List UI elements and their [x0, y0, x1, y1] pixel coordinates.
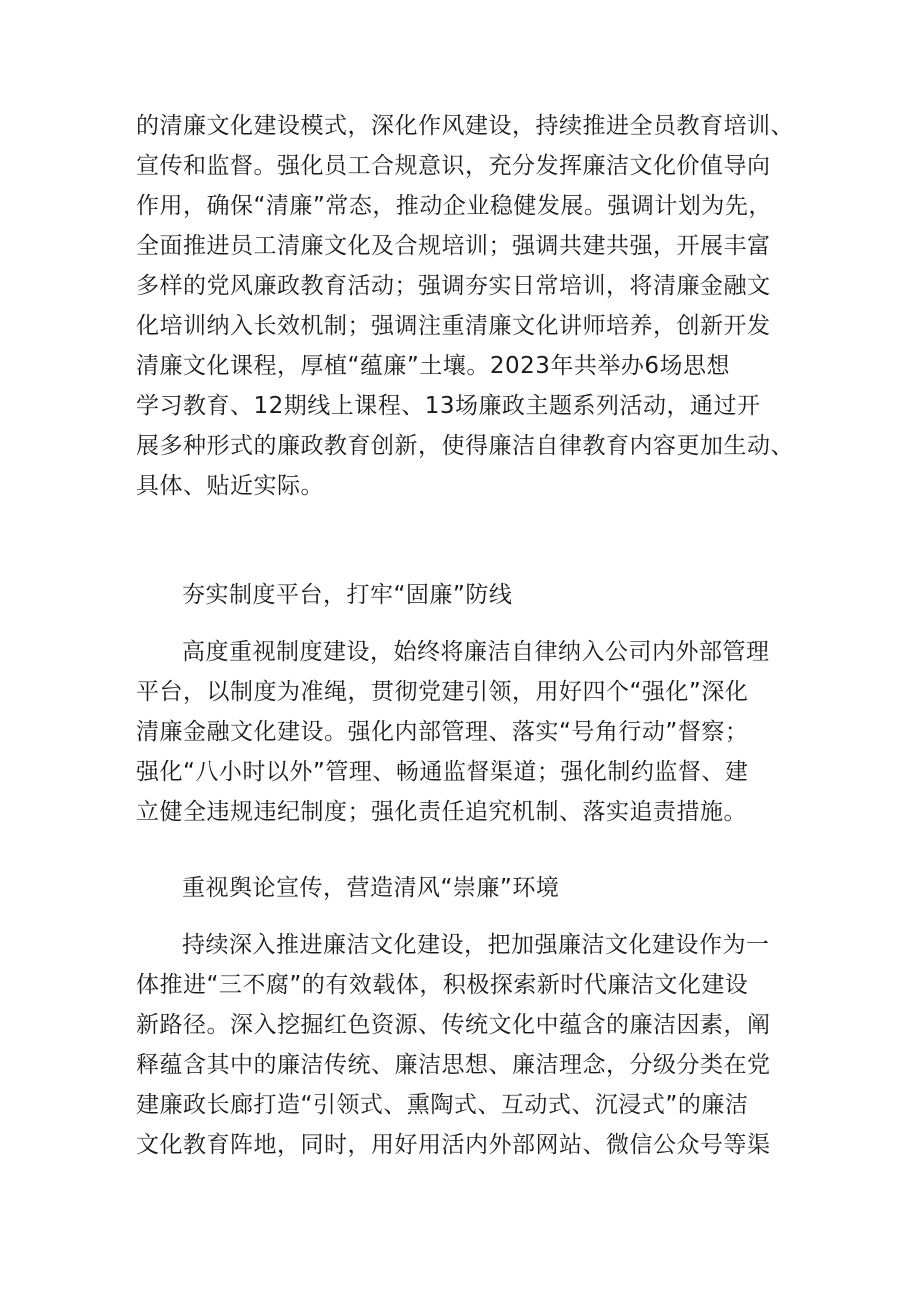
text-line: 学习教育、12期线上课程、13场廉政主题系列活动，通过开	[136, 393, 761, 419]
paragraph-3	[136, 925, 796, 1165]
text-line: 立健全违规违纪制度；强化责任追究机制、落实追责措施。	[136, 799, 747, 825]
section-heading: 重视舆论宣传，营造清风“崇廉”环境	[182, 875, 560, 901]
section-heading-2	[136, 868, 796, 908]
text-line: 释蕴含其中的廉洁传统、廉洁思想、廉洁理念，分级分类在党	[136, 1052, 771, 1078]
text-line: 全面推进员工清廉文化及合规培训；强调共建共强，开展丰富	[136, 233, 771, 259]
text-line: 强化“八小时以外”管理、畅通监督渠道；强化制约监督、建	[136, 759, 749, 785]
text-line: 持续深入推进廉洁文化建设，把加强廉洁文化建设作为一	[182, 932, 770, 958]
text-line: 具体、贴近实际。	[136, 473, 324, 499]
text-line: 高度重视制度建设，始终将廉洁自律纳入公司内外部管理	[182, 639, 770, 665]
text-line: 多样的党风廉政教育活动；强调夯实日常培训，将清廉金融文	[136, 273, 771, 299]
section-heading-1	[136, 575, 796, 615]
text-line: 体推进“三不腐”的有效载体，积极探索新时代廉洁文化建设	[136, 972, 749, 998]
text-line: 化培训纳入长效机制；强调注重清廉文化讲师培养，创新开发	[136, 313, 771, 339]
text-line: 建廉政长廊打造“引领式、熏陶式、互动式、沉浸式”的廉洁	[136, 1092, 749, 1118]
text-line: 作用，确保“清廉”常态，推动企业稳健发展。强调计划为先，	[136, 193, 772, 219]
text-line: 的清廉文化建设模式，深化作风建设，持续推进全员教育培训、	[136, 113, 794, 139]
paragraph-2	[136, 632, 796, 832]
text-line: 新路径。深入挖掘红色资源、传统文化中蕴含的廉洁因素，阐	[136, 1012, 771, 1038]
text-line: 展多种形式的廉政教育创新，使得廉洁自律教育内容更加生动、	[136, 433, 794, 459]
section-heading: 夯实制度平台，打牢“固廉”防线	[182, 582, 513, 608]
text-line: 清廉文化课程，厚植“蕴廉”土壤。2023年共举办6场思想	[136, 353, 730, 379]
text-line: 清廉金融文化建设。强化内部管理、落实“号角行动”督察；	[136, 719, 749, 745]
text-line: 文化教育阵地，同时，用好用活内外部网站、微信公众号等渠	[136, 1132, 771, 1158]
text-line: 平台，以制度为准绳，贯彻党建引领，用好四个“强化”深化	[136, 679, 749, 705]
text-line: 宣传和监督。强化员工合规意识，充分发挥廉洁文化价值导向	[136, 153, 771, 179]
paragraph-1	[136, 106, 796, 506]
